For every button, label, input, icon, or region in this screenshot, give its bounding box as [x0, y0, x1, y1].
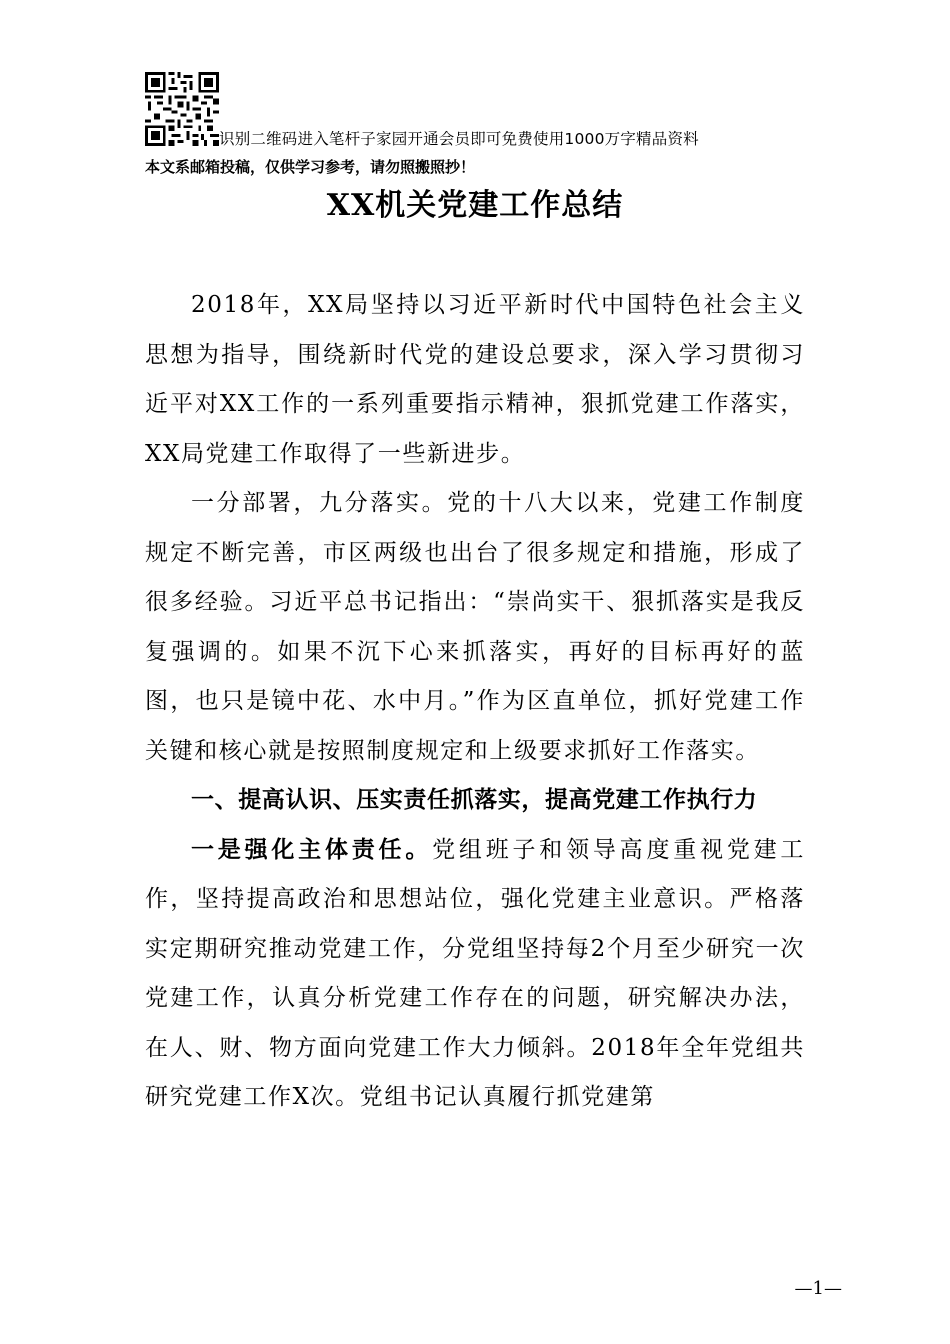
document-title: XX机关党建工作总结	[326, 188, 624, 223]
document-body	[145, 281, 805, 1123]
section-heading: 一、提高认识、压实责任抓落实，提高党建工作执行力	[191, 787, 758, 813]
page-number: —1—	[794, 1278, 842, 1299]
item-1-lead: 一是强化主体责任。	[191, 836, 433, 863]
paragraph-implementation: 一分部署，九分落实。党的十八大以来，党建工作制度规定不断完善，市区两级也出台了很多规定和措施，形成了很多经验。习近平总书记指出：“崇尚实干、狠抓落实是我反复强调的。如果不沉下心来抓落实，再好的目标再好的蓝图，也只是镜中花、水中月。”作为区直单位，抓好党建工作关键和核心就是按照制度规定和上级要求抓好工作落实。	[145, 490, 805, 764]
paragraph-intro: 2018年，XX局坚持以习近平新时代中国特色社会主义思想为指导，围绕新时代党的建设总要求，深入学习贯彻习近平对XX工作的一系列重要指示精神，狠抓党建工作落实，XX局党建工作取得了一些新进步。	[145, 292, 805, 467]
qr-code-icon	[145, 72, 219, 146]
paragraph-item-1	[145, 826, 805, 1123]
promo-text: 识别二维码进入笔杆子家园开通会员即可免费使用1000万字精品资料	[219, 130, 699, 148]
notice-text: 本文系邮箱投稿，仅供学习参考，请勿照搬照抄！	[145, 158, 476, 176]
item-1-text: 党组班子和领导高度重视党建工作，坚持提高政治和思想站位，强化党建主业意识。严格落实定期研究推动党建工作，分党组坚持每2个月至少研究一次党建工作，认真分析党建工作存在的问题，研究解决办法，在人、财、物方面向党建工作大力倾斜。2018年全年党组共研究党建工作X次。党组书记认真履行抓党建第	[145, 836, 805, 1110]
